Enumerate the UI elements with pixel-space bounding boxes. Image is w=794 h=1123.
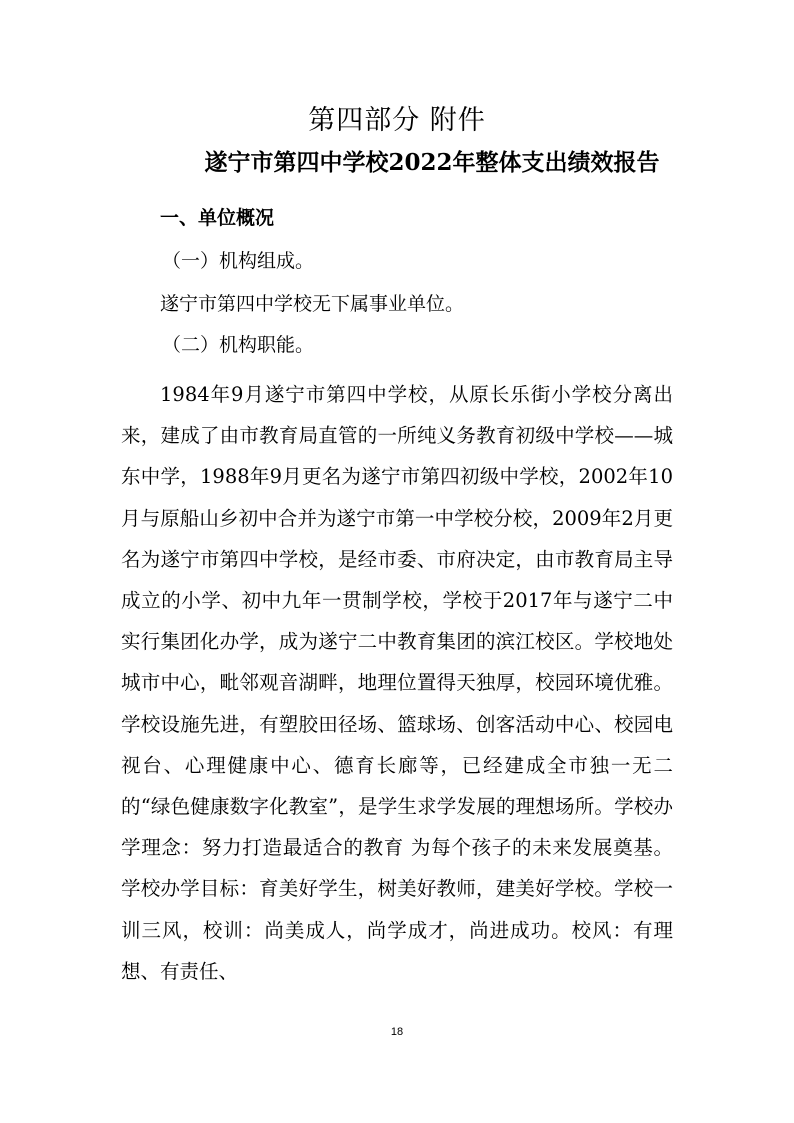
page-number: 18 [390,1026,404,1038]
subsection-heading-organization: （一）机构组成。 [162,250,315,272]
subsection-heading-functions: （二）机构职能。 [162,334,315,356]
paragraph-functions: 1984年9月遂宁市第四中学校，从原长乐街小学校分离出来，建成了由市教育局直管的一所纯义务教育初级中学校——城东中学，1988年9月更名为遂宁市第四初级中学校，2002年10月与原船山乡初中合并为遂宁市第一中学校分校，2009年2月更名为遂宁市第四中学校，是经市委、市府决定，由市教育局主导成立的小学、初中九年一贯制学校，学校于2017年与遂宁二中实行集团化办学，成为遂宁二中教育集团的滨江校区。学校地处城市中心，毗邻观音湖畔，地理位置得天独厚，校园环境优雅。学校设施先进，有塑胶田径场、篮球场、创客活动中心、校园电视台、心理健康中心、德育长廊等，已经建成全市独一无二的“绿色健康数字化教室”，是学生求学发展的理想场所。学校办学理念：努力打造最适合的教育 为每个孩子的未来发展奠基。学校办学目标：育美好学生，树美好教师，建美好学校。学校一训三风，校训：尚美成人，尚学成才，尚进成功。校风：有理想、有责任、 [121,383,673,983]
paragraph-organization: 遂宁市第四中学校无下属事业单位。 [160,293,465,315]
section-heading: 一、单位概况 [160,207,275,229]
report-subtitle: 遂宁市第四中学校2022年整体支出绩效报告 [204,149,660,176]
page-title: 第四部分 附件 [308,105,486,136]
